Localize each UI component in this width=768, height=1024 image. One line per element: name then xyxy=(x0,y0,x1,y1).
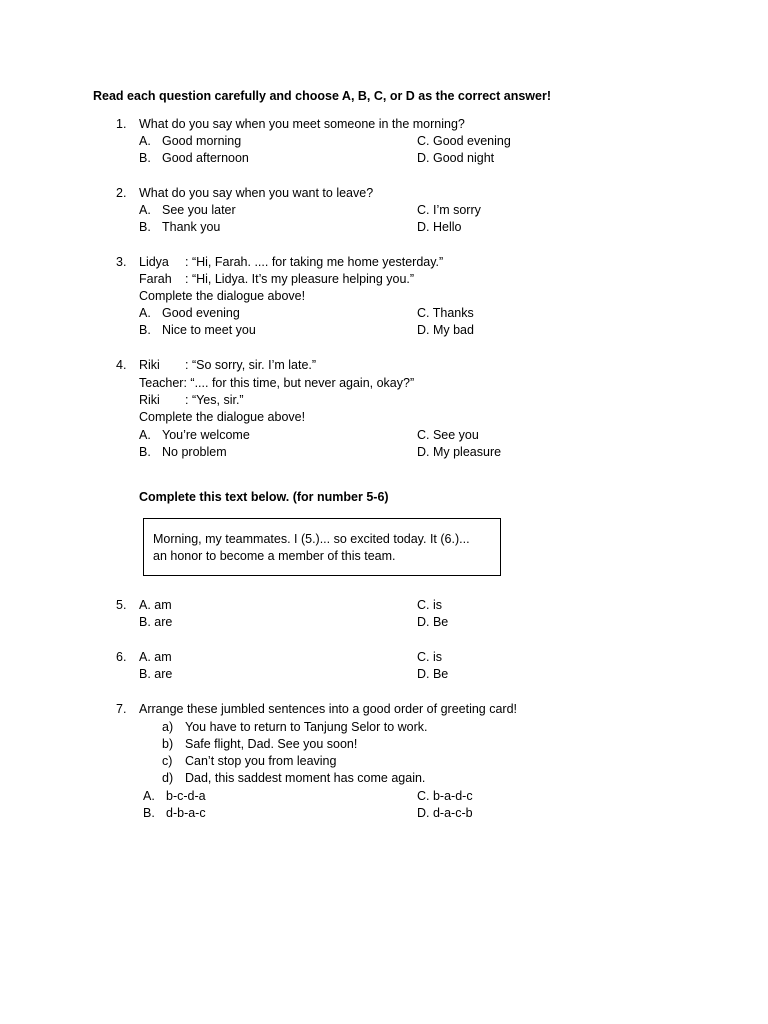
option-letter: B. xyxy=(139,151,151,165)
question-text: What do you say when you meet someone in the morning? xyxy=(139,117,465,131)
option-b: Nice to meet you xyxy=(162,323,256,337)
question-prompt: Complete the dialogue above! xyxy=(139,410,306,424)
question-prompt: Complete the dialogue above! xyxy=(139,289,306,303)
list-item: Safe flight, Dad. See you soon! xyxy=(185,737,358,751)
question-text: What do you say when you want to leave? xyxy=(139,186,374,200)
option-letter: A. xyxy=(139,306,151,320)
passage-line: Morning, my teammates. I (5.)... so excited today. It (6.)... xyxy=(153,532,470,546)
option-b: No problem xyxy=(162,445,227,459)
dialogue-line: : “So sorry, sir. I’m late.” xyxy=(185,358,317,372)
option-c: C. Thanks xyxy=(417,306,474,320)
option-a: A. am xyxy=(139,650,172,664)
dialogue-speaker: Farah xyxy=(139,272,172,286)
option-d: D. Good night xyxy=(417,151,495,165)
question-text: Arrange these jumbled sentences into a good order of greeting card! xyxy=(139,702,518,716)
dialogue-line: : “Hi, Farah. .... for taking me home yesterday.” xyxy=(185,255,444,269)
dialogue-speaker: Riki xyxy=(139,358,160,372)
option-c: C. I’m sorry xyxy=(417,203,481,217)
option-letter: B. xyxy=(139,220,151,234)
option-c: C. See you xyxy=(417,428,479,442)
option-b: B. are xyxy=(139,667,173,681)
option-a: See you later xyxy=(162,203,236,217)
list-item-label: d) xyxy=(162,771,174,785)
option-d: D. My bad xyxy=(417,323,474,337)
option-c: C. Good evening xyxy=(417,134,511,148)
list-item-label: b) xyxy=(162,737,174,751)
question-number: 1. xyxy=(116,117,127,131)
passage-line: an honor to become a member of this team. xyxy=(153,549,396,563)
option-a: Good morning xyxy=(162,134,242,148)
list-item: Can’t stop you from leaving xyxy=(185,754,337,768)
list-item-label: c) xyxy=(162,754,173,768)
option-letter: A. xyxy=(139,134,151,148)
question-number: 4. xyxy=(116,358,127,372)
option-a: A. am xyxy=(139,598,172,612)
dialogue-line: : “Hi, Lidya. It’s my pleasure helping you.” xyxy=(185,272,415,286)
option-letter: A. xyxy=(139,203,151,217)
option-letter: B. xyxy=(139,323,151,337)
question-number: 2. xyxy=(116,186,127,200)
list-item: Dad, this saddest moment has come again. xyxy=(185,771,426,785)
option-d: D. Hello xyxy=(417,220,462,234)
option-c: C. b-a-d-c xyxy=(417,789,473,803)
option-letter: B. xyxy=(139,445,151,459)
option-letter: B. xyxy=(143,806,155,820)
question-number: 5. xyxy=(116,598,127,612)
option-letter: A. xyxy=(139,428,151,442)
dialogue-line: : “Yes, sir.” xyxy=(185,393,244,407)
passage-box xyxy=(143,518,501,576)
option-c: C. is xyxy=(417,598,442,612)
dialogue-speaker: Riki xyxy=(139,393,160,407)
section-heading: Complete this text below. (for number 5-6) xyxy=(139,490,389,504)
option-b: Thank you xyxy=(162,220,221,234)
option-c: C. is xyxy=(417,650,442,664)
option-a: b-c-d-a xyxy=(166,789,206,803)
option-b: Good afternoon xyxy=(162,151,249,165)
dialogue-speaker: Lidya xyxy=(139,255,169,269)
question-number: 3. xyxy=(116,255,127,269)
dialogue-line: Teacher: “.... for this time, but never again, okay?” xyxy=(139,376,415,390)
option-letter: A. xyxy=(143,789,155,803)
instruction: Read each question carefully and choose A, B, C, or D as the correct answer! xyxy=(93,89,552,103)
option-d: D. Be xyxy=(417,615,449,629)
option-d: D. My pleasure xyxy=(417,445,502,459)
question-number: 7. xyxy=(116,702,127,716)
option-a: Good evening xyxy=(162,306,240,320)
list-item: You have to return to Tanjung Selor to work. xyxy=(185,720,428,734)
option-b: B. are xyxy=(139,615,173,629)
option-b: d-b-a-c xyxy=(166,806,206,820)
option-a: You’re welcome xyxy=(162,428,250,442)
option-d: D. d-a-c-b xyxy=(417,806,473,820)
option-d: D. Be xyxy=(417,667,449,681)
list-item-label: a) xyxy=(162,720,174,734)
question-number: 6. xyxy=(116,650,127,664)
